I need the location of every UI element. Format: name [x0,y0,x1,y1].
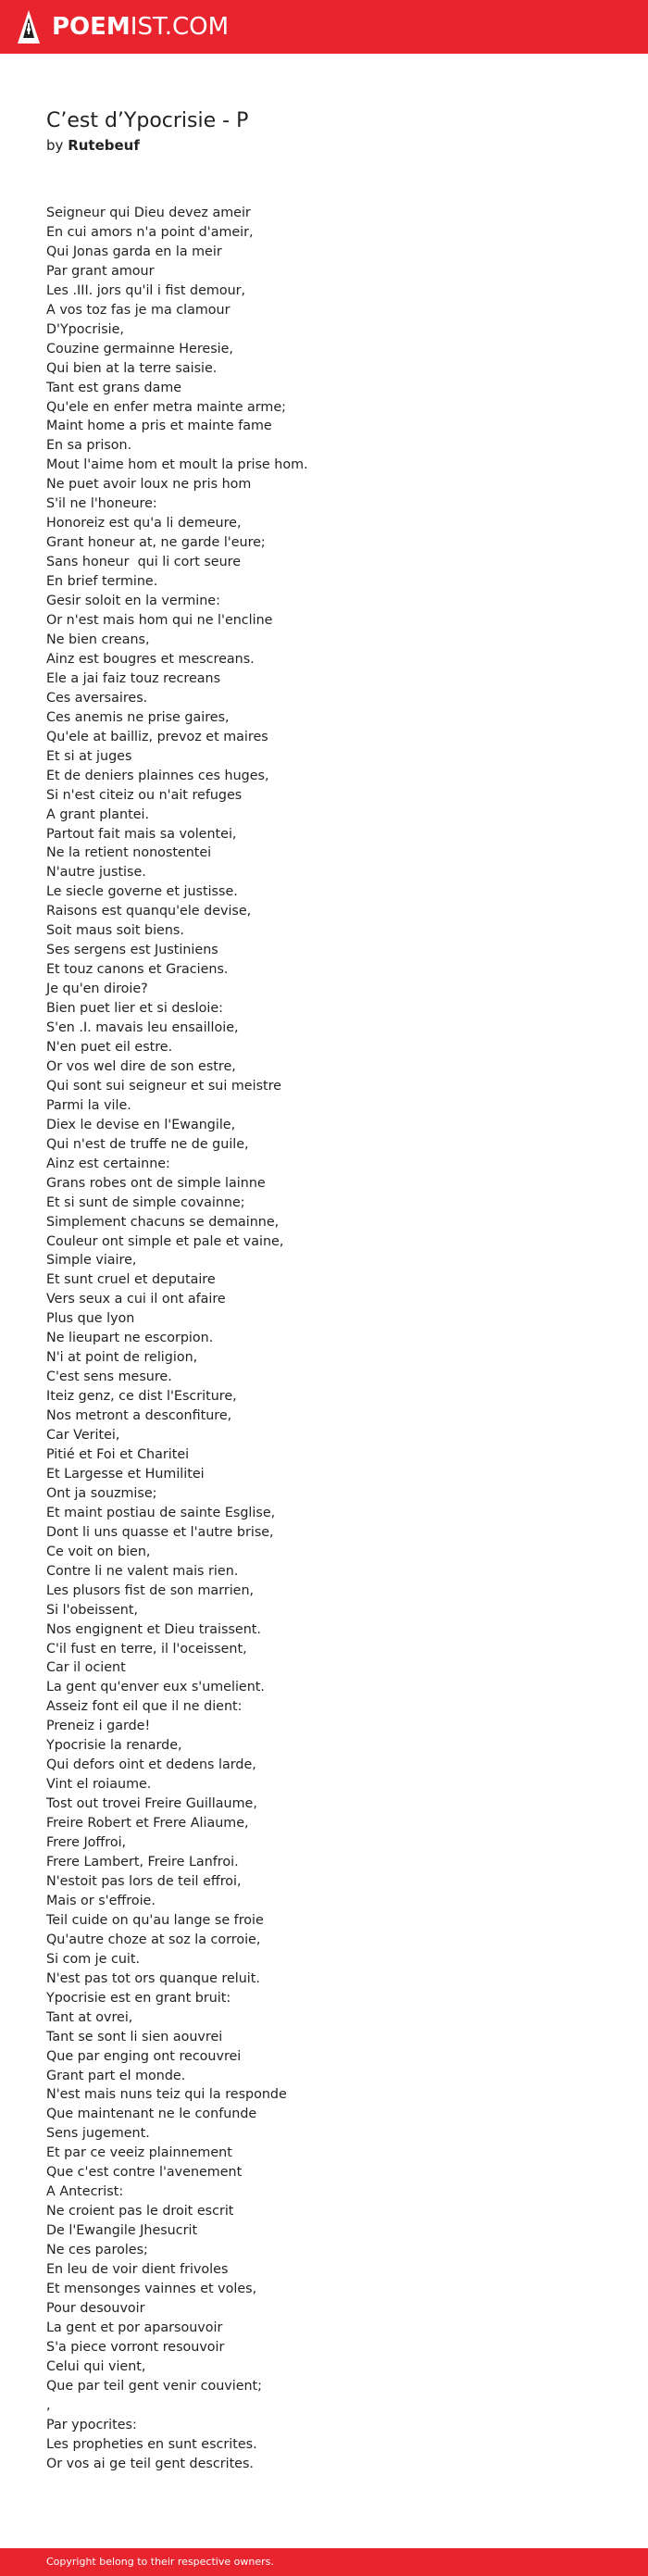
poem-line: Pour desouvoir [46,2300,145,2316]
poem-line: En sa prison. [46,438,132,454]
poem-line: En leu de voir dient frivoles [46,2262,229,2278]
poem-line: Ne ces paroles; [46,2243,148,2258]
poem-line: Ypocrisie la renarde, [46,1738,182,1754]
poem-line: Dont li uns quasse et l'autre brise, [46,1524,274,1540]
poem-line: Contre li ne valent mais rien. [46,1563,239,1579]
poem-line: Et par ce veeiz plainnement [46,2145,232,2161]
poem-line: N'est mais nuns teiz qui la responde [46,2087,287,2103]
logo-wordmark-bold: POEM [52,13,131,41]
poem-line: Or n'est mais hom qui ne l'encline [46,613,273,629]
poem-line: Ne la retient nonostentei [46,845,212,861]
logo-wordmark [52,13,229,41]
poem-line: Mais or s'effroie. [46,1893,156,1908]
poem-line: Celui qui vient, [46,2358,146,2374]
poem-line: Que par teil gent venir couvient; [46,2378,262,2394]
poem-line: Couleur ont simple et pale et vaine, [46,1233,284,1249]
poem-line: Ces anemis ne prise gaires, [46,709,230,725]
poem-line: Sens jugement. [46,2126,150,2142]
poem-body [46,204,620,2474]
poem-line: Qui n'est de truffe ne de guile, [46,1136,249,1152]
poem-line: N'en puet eil estre. [46,1039,173,1055]
poem-line: Maint home a pris et mainte fame [46,419,272,434]
poem-line: Vers seux a cui il ont afaire [46,1292,226,1307]
poem-line: A Antecrist: [46,2184,124,2200]
poem-line: Ne bien creans, [46,631,150,647]
poem-line: Plus que lyon [46,1311,135,1327]
poem-line: Partout fait mais sa volentei, [46,826,237,842]
poem-line: Et de deniers plainnes ces huges, [46,768,269,783]
poem-line: Qu'autre choze at soz la corroie, [46,1932,261,1947]
poem-line: Grant honeur at, ne garde l'eure; [46,535,266,551]
poem-line: N'i at point de religion, [46,1350,198,1366]
poem-line: Qui sont sui seigneur et sui meistre [46,1078,281,1094]
poem-line: Qu'ele at bailliz, prevoz et maires [46,729,268,744]
quill-nib-icon [17,9,41,44]
poem-line: Que maintenant ne le confunde [46,2107,257,2122]
poem-line: Ainz est bougres et mescreans. [46,651,255,667]
poem-line: Et maint postiau de sainte Esglise, [46,1505,276,1520]
poem-line: Preneiz i garde! [46,1719,151,1734]
poem-line: Si l'obeissent, [46,1602,138,1618]
poem-line: En brief termine. [46,574,158,590]
poem-line: Tant at ovrei, [46,2009,133,2025]
poem-line: A grant plantei. [46,807,150,822]
poem-line: Par ypocrites: [46,2417,137,2432]
poem-line: Par grant amour [46,263,155,279]
poem-line: Ainz est certainne: [46,1156,170,1171]
poem-line: C'est sens mesure. [46,1369,172,1385]
poem-line: Ces aversaires. [46,690,148,706]
poem-line: Frere Lambert, Freire Lanfroi. [46,1855,239,1870]
poem-line: De l'Ewangile Jhesucrit [46,2223,198,2239]
poem-line: N'autre justise. [46,865,146,881]
poem-line: Freire Robert et Frere Aliaume, [46,1816,249,1832]
poem-line: Ypocrisie est en grant bruit: [46,1990,231,2006]
poem-line: Grans robes ont de simple lainne [46,1175,266,1191]
poem-line: Le siecle governe et justisse. [46,884,238,900]
poem-line: Ne puet avoir loux ne pris hom [46,477,252,493]
poem-line: Si n'est citeiz ou n'ait refuges [46,787,243,803]
poem-line: Mout l'aime hom et moult la prise hom. [46,457,308,473]
poem-line: S'il ne l'honeure: [46,496,157,512]
poem-line: S'en .I. mavais leu ensailloie, [46,1020,239,1036]
poem-line: Grant part el monde. [46,2068,186,2083]
poem-line: S'a piece vorront resouvoir [46,2339,225,2355]
poem-line: Ses sergens est Justiniens [46,943,218,958]
by-label: by [46,137,64,154]
site-logo-link[interactable] [17,9,229,44]
author-link[interactable]: Rutebeuf [68,137,140,154]
poem-line: Frere Joffroi, [46,1835,127,1851]
poem-line: , [46,2397,51,2413]
poem-line: Honoreiz est qu'a li demeure, [46,516,242,531]
poem-line: Bien puet lier et si desloie: [46,1001,223,1017]
poem-line: Qui Jonas garda en la meir [46,244,222,259]
poem-line: Gesir soloit en la vermine: [46,594,220,609]
poem-line: C'il fust en terre, il l'oceissent, [46,1641,247,1657]
poem-line: Et mensonges vainnes et voles, [46,2281,257,2296]
poem-line: Qui defors oint et dedens larde, [46,1757,256,1773]
poem-line: Tant se sont li sien aouvrei [46,2029,223,2045]
poem-line: Diex le devise en l'Ewangile, [46,1117,236,1132]
poem-line: Et si sunt de simple covainne; [46,1194,245,1210]
poem-title: C’est d’Ypocrisie - P [46,109,249,132]
poem-line: Simplement chacuns se demainne, [46,1214,280,1230]
poem-line: Qu'ele en enfer metra mainte arme; [46,399,286,415]
poem-line: Vint el roiaume. [46,1777,152,1793]
site-header [0,0,648,54]
poem-line: Qui bien at la terre saisie. [46,360,218,376]
poem-line: Les plusors fist de son marrien, [46,1582,255,1598]
copyright-text: Copyright belong to their respective owners. [46,2556,274,2568]
poem-byline [46,137,140,154]
poem-line: Que c'est contre l'avenement [46,2165,243,2181]
poem-line: Ne croient pas le droit escrit [46,2204,234,2220]
poem-line: Simple viaire, [46,1253,137,1269]
poem-line: Car Veritei, [46,1428,120,1444]
poem-line: Si com je cuit. [46,1951,141,1967]
poem-line: Nos metront a desconfiture, [46,1408,232,1424]
poem-line: Nos engignent et Dieu traissent. [46,1621,261,1637]
poem-line: La gent qu'enver eux s'umelient. [46,1680,265,1695]
poem-line: N'est pas tot ors quanque reluit. [46,1970,260,1986]
poem-line: Ele a jai faiz touz recreans [46,670,221,686]
poem-line: Couzine germainne Heresie, [46,341,233,356]
poem-line: D'Ypocrisie, [46,321,124,337]
poem-line: N'estoit pas lors de teil effroi, [46,1873,242,1889]
poem-line: Les propheties en sunt escrites. [46,2436,257,2452]
poem-line: A vos toz fas je ma clamour [46,302,231,318]
poem-line: Sans honeur qui li cort seure [46,555,242,570]
poem-line: Je qu'en diroie? [46,982,148,997]
poem-line: Ont ja souzmise; [46,1485,157,1501]
poem-line: Et Largesse et Humilitei [46,1466,205,1482]
poem-line: En cui amors n'a point d'ameir, [46,224,254,240]
poem-line: Et si at juges [46,748,132,764]
poem-line: Les .III. jors qu'il i fist demour, [46,282,246,298]
poem-line: Soit maus soit biens. [46,923,184,939]
poem-line: Et sunt cruel et deputaire [46,1272,216,1288]
logo-wordmark-light: IST.COM [130,13,230,41]
poem-line: Que par enging ont recouvrei [46,2048,242,2064]
poem-line: Et touz canons et Graciens. [46,962,229,978]
poem-line: Pitié et Foi et Charitei [46,1447,190,1462]
poem-line: Raisons est quanqu'ele devise, [46,904,252,919]
poem-line: Or vos wel dire de son estre, [46,1058,236,1074]
poem-line: La gent et por aparsouvoir [46,2320,223,2335]
poem-line: Seigneur qui Dieu devez ameir [46,206,251,220]
poem-line: Iteiz genz, ce dist l'Escriture, [46,1389,237,1405]
poem-line: Ne lieupart ne escorpion. [46,1331,214,1346]
poem-line: Tant est grans dame [46,380,182,395]
poem-line: Teil cuide on qu'au lange se froie [46,1912,264,1928]
poem-line: Or vos ai ge teil gent descrites. [46,2456,254,2471]
poem-line: Car il ocient [46,1660,126,1676]
poem-line: Tost out trovei Freire Guillaume, [46,1796,257,1812]
site-footer [0,2548,648,2576]
poem-line: Ce voit on bien, [46,1544,151,1559]
poem-line: Parmi la vile. [46,1097,131,1113]
poem-line: Asseiz font eil que il ne dient: [46,1699,243,1715]
